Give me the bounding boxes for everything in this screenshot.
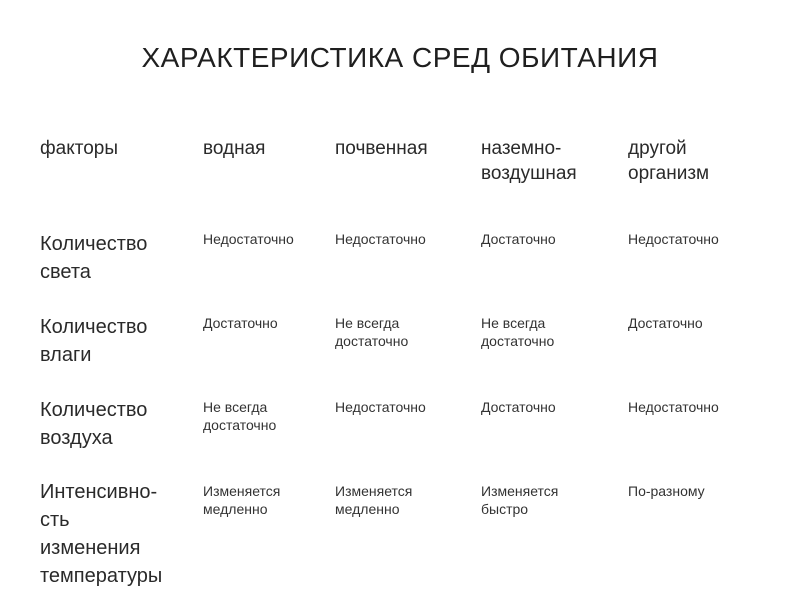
row-label-line: температуры bbox=[40, 565, 163, 587]
cell-line: По-разному bbox=[628, 483, 705, 499]
cell-line: Изменяется bbox=[203, 483, 281, 499]
table-cell bbox=[628, 230, 719, 248]
cell-line: быстро bbox=[481, 501, 529, 517]
header-other-organism-line1: другой bbox=[628, 138, 687, 159]
row-label-line: воздуха bbox=[40, 427, 113, 449]
cell-line: Изменяется bbox=[481, 483, 559, 499]
table-cell bbox=[203, 482, 280, 518]
header-soil: почвенная bbox=[335, 138, 428, 159]
header-ground-air bbox=[481, 136, 577, 186]
cell-line: достаточно bbox=[203, 417, 277, 433]
header-factors: факторы bbox=[40, 138, 119, 159]
row-label-air bbox=[40, 396, 147, 452]
cell-line: медленно bbox=[203, 501, 268, 517]
cell-line: Недостаточно bbox=[203, 231, 294, 247]
table-cell bbox=[335, 230, 426, 248]
row-label-line: сть bbox=[40, 509, 70, 531]
cell-line: Достаточно bbox=[481, 399, 556, 415]
header-ground-air-line2: воздушная bbox=[481, 163, 577, 184]
cell-line: Достаточно bbox=[628, 315, 703, 331]
table-cell bbox=[481, 482, 558, 518]
row-label-line: влаги bbox=[40, 344, 92, 366]
header-other-organism-line2: организм bbox=[628, 163, 710, 184]
row-label-line: Количество bbox=[40, 233, 148, 255]
table-cell bbox=[628, 482, 705, 500]
row-label-line: Количество bbox=[40, 399, 148, 421]
row-label-light bbox=[40, 230, 147, 286]
table-cell bbox=[628, 398, 719, 416]
cell-line: Достаточно bbox=[203, 315, 278, 331]
cell-line: Достаточно bbox=[481, 231, 556, 247]
row-label-temperature bbox=[40, 478, 162, 590]
row-label-line: Интенсивно- bbox=[40, 481, 158, 503]
cell-line: Не всегда bbox=[203, 399, 268, 415]
table-cell bbox=[335, 398, 426, 416]
table-cell bbox=[203, 398, 276, 434]
header-ground-air-line1: наземно- bbox=[481, 138, 562, 159]
row-label-line: Количество bbox=[40, 316, 148, 338]
table-cell bbox=[203, 230, 294, 248]
table-cell bbox=[203, 314, 278, 332]
table-cell bbox=[481, 230, 556, 248]
cell-line: Изменяется bbox=[335, 483, 413, 499]
cell-line: Не всегда bbox=[335, 315, 400, 331]
cell-line: Не всегда bbox=[481, 315, 546, 331]
cell-line: медленно bbox=[335, 501, 400, 517]
cell-line: Недостаточно bbox=[335, 231, 426, 247]
table-cell bbox=[481, 314, 554, 350]
row-label-line: изменения bbox=[40, 537, 141, 559]
cell-line: достаточно bbox=[335, 333, 409, 349]
cell-line: Недостаточно bbox=[335, 399, 426, 415]
cell-line: Недостаточно bbox=[628, 399, 719, 415]
cell-line: Недостаточно bbox=[628, 231, 719, 247]
row-label-moisture bbox=[40, 313, 147, 369]
page-title: ХАРАКТЕРИСТИКА СРЕД ОБИТАНИЯ bbox=[141, 42, 659, 73]
table-cell bbox=[481, 398, 556, 416]
header-other-organism bbox=[628, 136, 709, 186]
table-cell bbox=[335, 482, 412, 518]
table-cell bbox=[335, 314, 408, 350]
row-label-line: света bbox=[40, 261, 91, 283]
cell-line: достаточно bbox=[481, 333, 555, 349]
table-cell bbox=[628, 314, 703, 332]
header-water: водная bbox=[203, 138, 266, 159]
